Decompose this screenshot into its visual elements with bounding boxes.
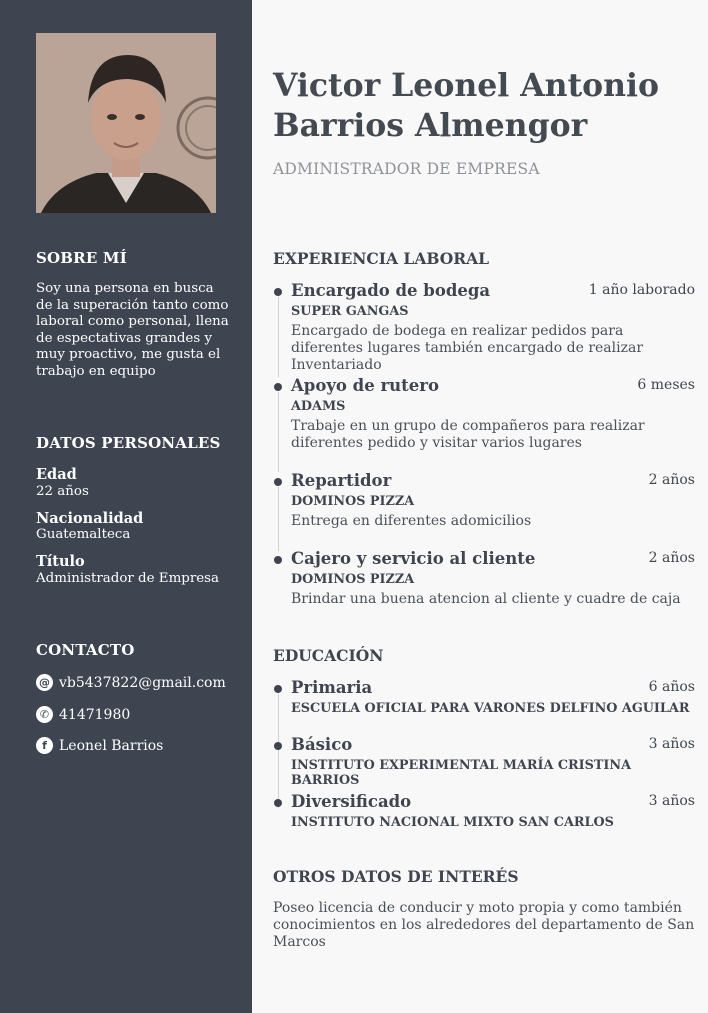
experience-title: Encargado de bodega: [291, 281, 491, 300]
education-title: Diversificado: [291, 792, 412, 811]
experience-duration: 2 años: [648, 550, 695, 566]
timeline-bullet: [274, 383, 282, 391]
experience-duration: 6 meses: [637, 377, 695, 393]
education-duration: 6 años: [648, 679, 695, 695]
timeline-line: [278, 392, 279, 472]
about-text: Soy una persona en busca de la superación tanto como laboral como personal, llena de espectativas grandes y muy proactivo, me gusta el trabajo en equipo: [36, 281, 229, 379]
personal-data-heading: DATOS PERSONALES: [36, 434, 221, 452]
education-school: ESCUELA OFICIAL PARA VARONES DELFINO AGUILAR: [291, 701, 690, 716]
title-label: Título: [36, 553, 85, 570]
timeline-line: [278, 487, 279, 551]
education-item: [273, 792, 695, 842]
education-duration: 3 años: [648, 793, 695, 809]
timeline-bullet: [274, 685, 282, 693]
education-duration: 3 años: [648, 736, 695, 752]
education-title: Básico: [291, 735, 353, 754]
timeline-line: [278, 297, 279, 377]
experience-desc: Brindar una buena atencion al cliente y cuadre de caja: [291, 591, 681, 607]
contact-heading: CONTACTO: [36, 641, 135, 659]
other-text: Poseo licencia de conducir y moto propia y como también conocimientos en los alrededores del departamento de San Marcos: [273, 900, 695, 950]
experience-org: ADAMS: [291, 399, 346, 414]
timeline-bullet: [274, 742, 282, 750]
experience-heading: EXPERIENCIA LABORAL: [273, 249, 490, 268]
experience-title: Cajero y servicio al cliente: [291, 549, 536, 568]
education-item: [273, 735, 695, 788]
experience-duration: 2 años: [648, 472, 695, 488]
timeline-bullet: [274, 799, 282, 807]
experience-item: [273, 471, 695, 535]
facebook-text: Leonel Barrios: [59, 737, 164, 754]
experience-title: Apoyo de rutero: [291, 376, 439, 395]
experience-desc: Encargado de bodega en realizar pedidos para diferentes lugares también encargado de realizar Inventariado: [291, 323, 644, 373]
facebook-icon: f: [36, 737, 53, 754]
age-label: Edad: [36, 466, 77, 483]
contact-email[interactable]: [36, 674, 226, 691]
at-icon: @: [36, 674, 53, 691]
email-text: vb5437822@gmail.com: [59, 674, 226, 691]
other-heading: OTROS DATOS DE INTERÉS: [273, 867, 519, 886]
experience-title: Repartidor: [291, 471, 392, 490]
contact-facebook[interactable]: [36, 737, 163, 754]
sidebar: [0, 0, 252, 1013]
education-heading: EDUCACIÓN: [273, 646, 384, 665]
profile-photo: [36, 33, 216, 213]
phone-icon: ✆: [36, 706, 53, 723]
education-item: [273, 678, 695, 728]
experience-item: [273, 281, 695, 373]
job-role: ADMINISTRADOR DE EMPRESA: [273, 160, 540, 178]
experience-item: [273, 376, 695, 456]
experience-org: DOMINOS PIZZA: [291, 494, 415, 509]
experience-desc: Entrega en diferentes adomicilios: [291, 513, 532, 529]
education-title: Primaria: [291, 678, 373, 697]
experience-org: SUPER GANGAS: [291, 304, 409, 319]
contact-phone[interactable]: [36, 706, 130, 723]
timeline-bullet: [274, 556, 282, 564]
experience-desc: Trabaje en un grupo de compañeros para realizar diferentes pedido y visitar varios lugares: [291, 418, 645, 451]
full-name: Victor Leonel Antonio Barrios Almengor: [273, 67, 660, 144]
nationality-label: Nacionalidad: [36, 510, 144, 527]
education-school: INSTITUTO EXPERIMENTAL MARÍA CRISTINA BARRIOS: [291, 758, 632, 788]
experience-duration: 1 año laborado: [588, 282, 695, 298]
phone-text: 41471980: [59, 706, 131, 723]
about-heading: SOBRE MÍ: [36, 249, 127, 267]
nationality-value: Guatemalteca: [36, 527, 131, 542]
education-school: INSTITUTO NACIONAL MIXTO SAN CARLOS: [291, 815, 614, 830]
age-value: 22 años: [36, 484, 89, 499]
title-value: Administrador de Empresa: [36, 571, 220, 586]
experience-item: [273, 549, 695, 613]
timeline-bullet: [274, 478, 282, 486]
timeline-bullet: [274, 288, 282, 296]
experience-org: DOMINOS PIZZA: [291, 572, 415, 587]
